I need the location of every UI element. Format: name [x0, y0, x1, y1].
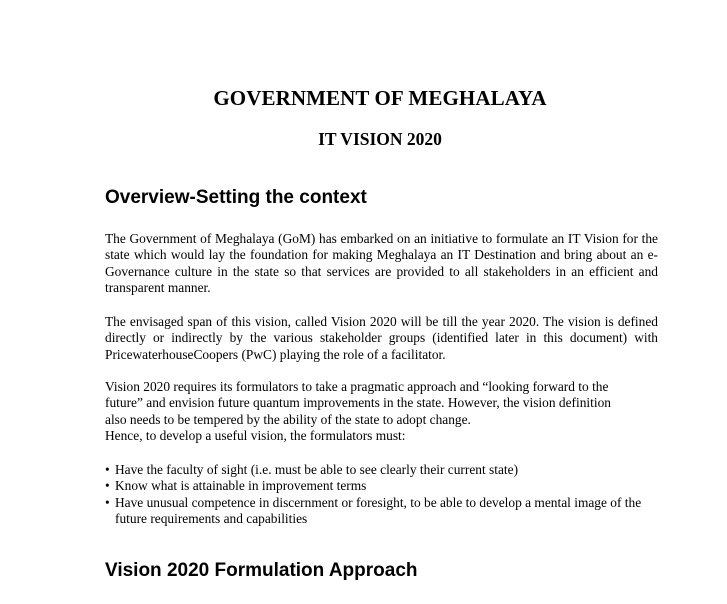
bullet-icon: • [105, 478, 110, 494]
section-heading-approach: Vision 2020 Formulation Approach [105, 560, 418, 581]
document-title: GOVERNMENT OF MEGHALAYA [213, 86, 547, 110]
list-item-text: Know what is attainable in improvement terms [115, 478, 367, 494]
list-item-text: Have the faculty of sight (i.e. must be able to see clearly their current state) [115, 462, 519, 477]
paragraph-span: The envisaged span of this vision, called Vision 2020 will be till the year 2020. The vision is defined directly or indirectly by the various stakeholder groups (identified later in this document) with PricewaterhouseCoopers (PwC) playing the role of a facilitator. [105, 314, 658, 362]
list-item [105, 462, 665, 478]
formulator-requirements-list [105, 462, 665, 528]
bullet-icon: • [105, 462, 110, 477]
list-item [105, 478, 665, 494]
paragraph-line: Vision 2020 requires its formulators to take a pragmatic approach and “looking forward to the [105, 379, 609, 394]
paragraph-intro: The Government of Meghalaya (GoM) has embarked on an initiative to formulate an IT Vision for the state which would lay the foundation for making Meghalaya an IT Destination and bring about an e-Governance culture in the state so that services are provided to all stakeholders in an efficient and transparent manner. [105, 231, 658, 296]
paragraph-requirements [105, 379, 658, 445]
paragraph-line: Hence, to develop a useful vision, the formulators must: [105, 428, 406, 444]
section-heading-overview: Overview-Setting the context [105, 187, 367, 208]
bullet-icon: • [105, 494, 110, 510]
document-subtitle: IT VISION 2020 [318, 129, 442, 149]
list-item [105, 495, 665, 528]
paragraph-line: also needs to be tempered by the ability of the state to adopt change. [105, 411, 471, 427]
paragraph-line: future” and envision future quantum improvements in the state. However, the vision definition [105, 395, 611, 411]
list-item-text: Have unusual competence in discernment or foresight, to be able to develop a mental image of the future requirements and capabilities [115, 494, 642, 527]
